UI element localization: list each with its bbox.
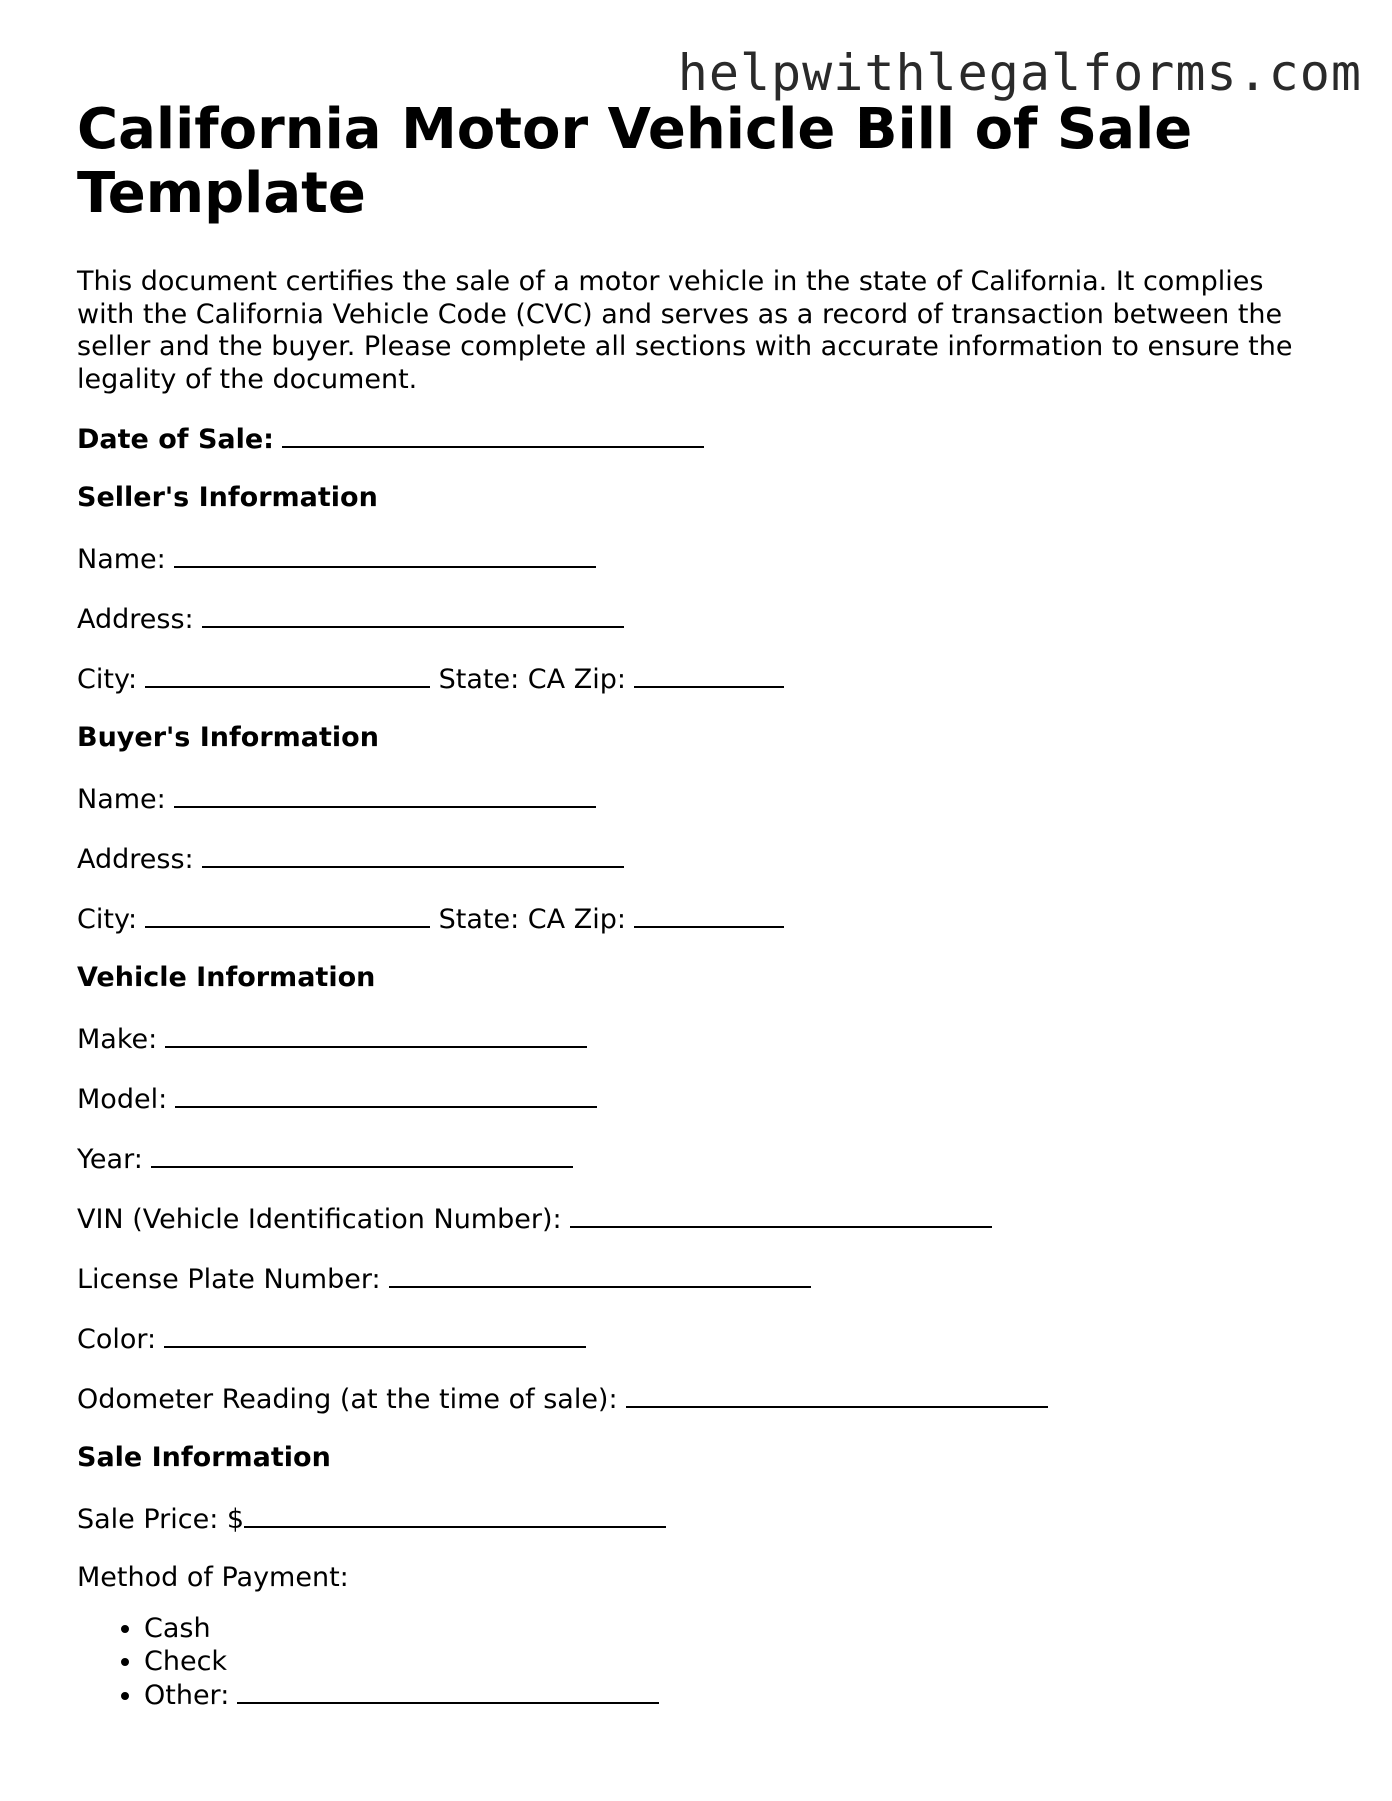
vehicle-model-field[interactable] bbox=[175, 1082, 597, 1108]
sale-heading: Sale Information bbox=[77, 1442, 331, 1473]
vehicle-plate-field[interactable] bbox=[389, 1262, 811, 1288]
vehicle-color-field[interactable] bbox=[164, 1322, 586, 1348]
vehicle-make-row bbox=[77, 1022, 587, 1056]
seller-name-label: Name: bbox=[77, 544, 166, 575]
seller-address-label: Address: bbox=[77, 604, 194, 635]
date-of-sale-row bbox=[77, 422, 704, 456]
date-of-sale-field[interactable] bbox=[282, 422, 704, 448]
seller-name-row bbox=[77, 542, 596, 576]
buyer-zip-field[interactable] bbox=[634, 902, 784, 928]
payment-option-check bbox=[144, 1646, 659, 1679]
payment-option-label: Check bbox=[144, 1645, 228, 1677]
buyer-address-field[interactable] bbox=[202, 842, 624, 868]
vehicle-vin-row bbox=[77, 1202, 992, 1236]
payment-option-other bbox=[144, 1678, 659, 1713]
vehicle-plate-row bbox=[77, 1262, 811, 1296]
vehicle-model-row bbox=[77, 1082, 597, 1116]
payment-option-cash bbox=[144, 1613, 659, 1646]
vehicle-odometer-field[interactable] bbox=[626, 1382, 1048, 1408]
intro-paragraph: This document certifies the sale of a motor vehicle in the state of California. It complies with the California Vehicle Code (CVC) and serves as a record of transaction between the seller and the buyer. Please complete all sections with accurate information to ensure the legality of the document. bbox=[77, 266, 1293, 395]
buyer-name-field[interactable] bbox=[174, 782, 596, 808]
buyer-heading: Buyer's Information bbox=[77, 722, 379, 753]
seller-city-field[interactable] bbox=[145, 662, 430, 688]
seller-state-zip-label: State: CA Zip: bbox=[438, 664, 626, 695]
buyer-state-zip-label: State: CA Zip: bbox=[438, 904, 626, 935]
sale-price-field[interactable] bbox=[244, 1502, 666, 1528]
vehicle-make-label: Make: bbox=[77, 1024, 158, 1055]
date-of-sale-label: Date of Sale: bbox=[77, 424, 274, 455]
seller-city-label: City: bbox=[77, 664, 138, 695]
payment-option-label: Other: bbox=[144, 1680, 230, 1711]
vehicle-color-label: Color: bbox=[77, 1324, 157, 1355]
seller-zip-field[interactable] bbox=[634, 662, 784, 688]
buyer-city-row bbox=[77, 902, 784, 936]
seller-city-row bbox=[77, 662, 784, 696]
vehicle-year-row bbox=[77, 1142, 573, 1176]
buyer-city-field[interactable] bbox=[145, 902, 430, 928]
vehicle-model-label: Model: bbox=[77, 1084, 168, 1115]
vehicle-plate-label: License Plate Number: bbox=[77, 1264, 381, 1295]
vehicle-year-field[interactable] bbox=[151, 1142, 573, 1168]
seller-name-field[interactable] bbox=[174, 542, 596, 568]
watermark: helpwithlegalforms.com bbox=[677, 44, 1362, 102]
vehicle-odometer-label: Odometer Reading (at the time of sale): bbox=[77, 1384, 618, 1415]
vehicle-odometer-row bbox=[77, 1382, 1048, 1416]
payment-method-label: Method of Payment: bbox=[77, 1562, 349, 1593]
vehicle-heading: Vehicle Information bbox=[77, 962, 376, 993]
buyer-name-row bbox=[77, 782, 596, 816]
payment-other-field[interactable] bbox=[237, 1678, 659, 1704]
vehicle-vin-label: VIN (Vehicle Identification Number): bbox=[77, 1204, 562, 1235]
vehicle-make-field[interactable] bbox=[165, 1022, 587, 1048]
buyer-name-label: Name: bbox=[77, 784, 166, 815]
seller-address-field[interactable] bbox=[202, 602, 624, 628]
page-title: California Motor Vehicle Bill of Sale Template bbox=[77, 97, 1193, 226]
vehicle-color-row bbox=[77, 1322, 586, 1356]
seller-heading: Seller's Information bbox=[77, 482, 378, 513]
payment-options-list bbox=[77, 1613, 659, 1713]
sale-price-label: Sale Price: $ bbox=[77, 1504, 245, 1535]
seller-address-row bbox=[77, 602, 624, 636]
sale-price-row bbox=[77, 1502, 666, 1536]
buyer-address-row bbox=[77, 842, 624, 876]
vehicle-year-label: Year: bbox=[77, 1144, 143, 1175]
buyer-city-label: City: bbox=[77, 904, 138, 935]
payment-option-label: Cash bbox=[144, 1613, 211, 1644]
vehicle-vin-field[interactable] bbox=[570, 1202, 992, 1228]
buyer-address-label: Address: bbox=[77, 844, 194, 875]
